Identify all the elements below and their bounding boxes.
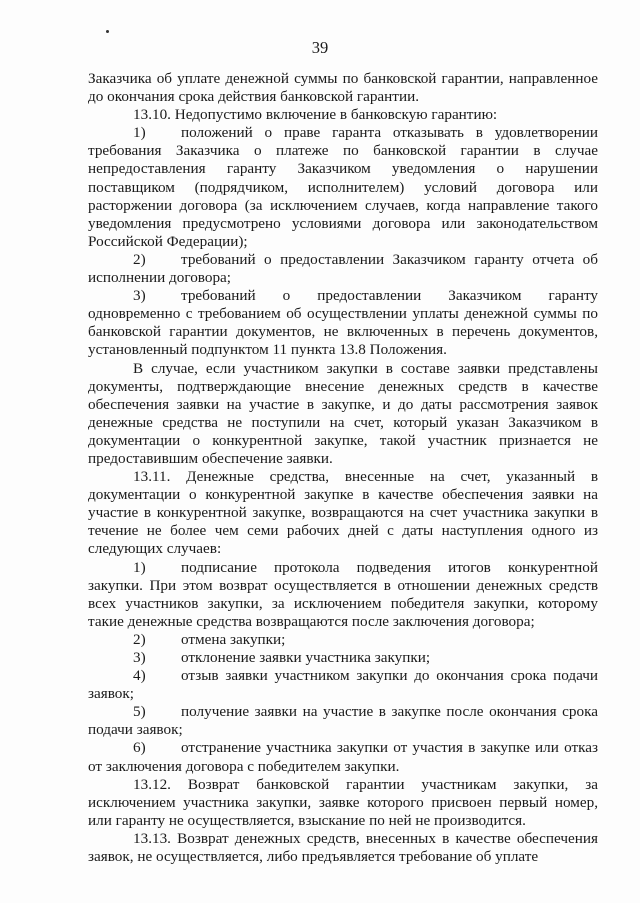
paragraph: В случае, если участником закупки в составе заявки представлены документы, подтверждающие внесение денежных средств в качестве обеспечения заявки на участие в закупке, и до даты рассмотрения заявок денежные средства не поступили на счет, который указан Заказчиком в документации о конкурентной закупке, такой участник признается не предоставившим обеспечение заявки. [88, 359, 598, 467]
list-item-text: требований о предоставлении Заказчиком гаранту одновременно с требованием об осуществлении уплаты денежной суммы по банковской гарантии документов, не включенных в перечень документов, установленный подпунктом 11 пункта 13.8 Положения. [88, 287, 598, 359]
list-item [88, 667, 598, 703]
list-item [88, 631, 598, 649]
paragraph-continuation: Заказчика об уплате денежной суммы по банковской гарантии, направленное до окончания срока действия банковской гарантии. [88, 70, 598, 106]
list-item-text: положений о праве гаранта отказывать в удовлетворении требования Заказчика о платеже по банковской гарантии в случае непредоставления гаранту Заказчиком уведомления о нарушении поставщиком (подрядчиком, исполнителем) условий договора или расторжении договора (за исключением случаев, когда направление такого уведомления предусмотрено условиями договора или законодательством Российской Федерации); [88, 124, 598, 250]
clause-13-13: 13.13. Возврат денежных средств, внесенных в качестве обеспечения заявок, не осуществляется, либо предъявляется требование об уплате [88, 829, 598, 866]
list-item-text: отклонение заявки участника закупки; [181, 649, 431, 666]
clause-13-11: 13.11. Денежные средства, внесенные на счет, указанный в документации о конкурентной закупке в качестве обеспечения заявки на участие в конкурентной закупке, возвращаются на счет участника закупки в течение не более чем семи рабочих дней с даты наступления одного из следующих случаев: [88, 468, 598, 558]
list-item-number: 3) [133, 649, 146, 666]
list-item-number: 3) [133, 287, 146, 305]
clause-13-10: 13.10. Недопустимо включение в банковскую гарантию: [133, 106, 498, 124]
list-item-text: требований о предоставлении Заказчиком гаранту отчета об исполнении договора; [88, 250, 598, 287]
list-item-text: отстранение участника закупки от участия в закупке или отказ от заключения договора с победителем закупки. [88, 739, 598, 775]
list-item-number: 1) [133, 558, 146, 576]
list-item-number: 2) [133, 630, 146, 648]
list-item-number: 6) [133, 739, 146, 757]
list-item-number: 5) [133, 703, 146, 721]
list-item [88, 649, 598, 667]
list-item [88, 124, 598, 251]
list-item-text: отзыв заявки участником закупки до окончания срока подачи заявок; [88, 667, 598, 703]
list-item [88, 287, 598, 359]
page-number: 39 [311, 38, 329, 57]
list-item-text: получение заявки на участие в закупке после окончания срока подачи заявок; [88, 703, 598, 739]
list-item [88, 703, 598, 739]
list-item [88, 251, 598, 287]
scan-speck [106, 30, 109, 33]
list-item-number: 4) [133, 667, 146, 685]
list-item [88, 739, 598, 775]
list-item-number: 2) [133, 250, 146, 268]
list-item-text: подписание протокола подведения итогов конкурентной закупки. При этом возврат осуществляется в отношении денежных средств всех участников закупки, за исключением победителя закупки, которому такие денежные средства возвращаются после заключения договора; [88, 558, 598, 630]
clause-13-12: 13.12. Возврат банковской гарантии участникам закупки, за исключением участника закупки, заявке которого присвоен первый номер, или гаранту не осуществляется, взыскание по ней не производится. [88, 775, 598, 829]
document-body [88, 70, 598, 866]
list-item-text: отмена закупки; [181, 630, 286, 648]
list-item-number: 1) [133, 124, 146, 142]
list-item [88, 559, 598, 631]
